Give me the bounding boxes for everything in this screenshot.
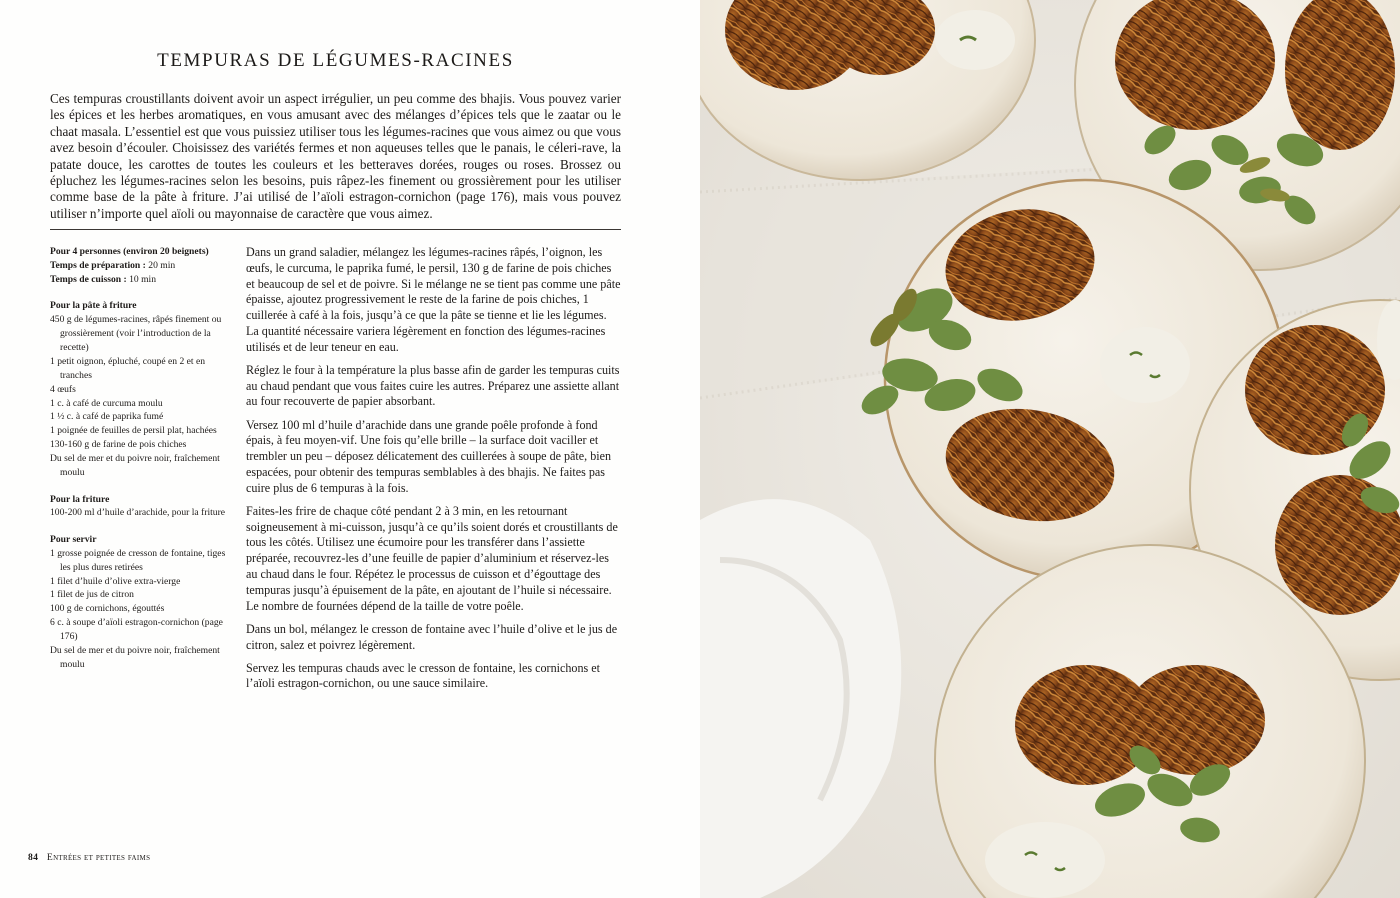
ingredient-item: 6 c. à soupe d’aïoli estragon-cornichon (page 176) bbox=[50, 617, 223, 643]
page-footer bbox=[28, 852, 150, 863]
cook-time: Temps de cuisson : 10 min bbox=[50, 273, 157, 285]
ingredient-item: 450 g de légumes-racines, râpés finement ou grossièrement (voir l’introduction de la recette) bbox=[50, 314, 222, 353]
prep-time: Temps de préparation : 20 min bbox=[50, 259, 176, 271]
method-step: Dans un bol, mélangez le cresson de fontaine avec l’huile d’olive et le jus de citron, salez et poivrez légèrement. bbox=[246, 621, 618, 652]
ingredient-item: 100 g de cornichons, égouttés bbox=[50, 603, 165, 615]
ingredient-item: 1 filet de jus de citron bbox=[50, 589, 134, 601]
ingredient-item: 4 œufs bbox=[50, 383, 76, 395]
aioli-dollop bbox=[985, 822, 1105, 898]
page-number: 84 bbox=[28, 852, 39, 863]
ingredient-item: 1 poignée de feuilles de persil plat, hachées bbox=[50, 425, 217, 437]
section-title: Entrées et petites faims bbox=[46, 852, 151, 863]
ingredient-item: 1 filet d’huile d’olive extra-vierge bbox=[50, 575, 181, 587]
ingredient-item: 1 grosse poignée de cresson de fontaine, tiges les plus dures retirées bbox=[50, 547, 226, 573]
recipe-intro: Ces tempuras croustillants doivent avoir un aspect irrégulier, un peu comme des bhajis. Vous pouvez varier les épices et les herbes aromatiques, en vous amusant avec des mélanges d’épices tels que le zaatar ou le chaat masala. L’essentiel est que vous puissiez utiliser tous les légumes-racines que vous aimez ou que vous avez besoin d’écouler. Choisissez des variétés fermes et non aqueuses telles que le panais, le céleri-rave, la patate douce, les carottes de toutes les couleurs et les betteraves dorées, rouges ou roses. Brossez ou épluchez les légumes-racines selon les besoins, puis râpez-les finement ou grossièrement pour les utiliser comme base de la pâte à friture. J’ai utilisé de l’aïoli estragon-cornichon (page 176), mais vous pouvez utiliser n’importe quel aïoli ou mayonnaise de caractère que vous aimez. bbox=[50, 91, 621, 221]
method-step: Dans un grand saladier, mélangez les légumes-racines râpés, l’oignon, les œufs, le curcuma, le paprika fumé, le persil, 130 g de farine de pois chiches et beaucoup de sel et de poivre. Si le mélange ne se tient pas comme une pâte épaisse, ajoutez progressivement le reste de la farine de pois chiches, 1 cuillerée à café à la fois, jusqu’à ce que la pâte se tienne et lie les légumes. La quantité nécessaire variera légèrement en fonction des légumes-racines utilisés et de leur teneur en eau. bbox=[246, 245, 621, 354]
ingredient-item: Du sel de mer et du poivre noir, fraîchement moulu bbox=[50, 645, 220, 670]
method-column bbox=[246, 245, 621, 700]
ingredient-item: 1 c. à café de curcuma moulu bbox=[50, 397, 163, 409]
batter-list bbox=[50, 313, 235, 480]
ingredient-item: 1 petit oignon, épluché, coupé en 2 et en tranches bbox=[50, 355, 206, 381]
method-step: Réglez le four à la température la plus basse afin de garder les tempuras cuits au chaud pendant que vous faites cuire les autres. Préparez une assiette allant au four recouverte de papier absorbant. bbox=[246, 362, 620, 409]
food-photo-illustration bbox=[700, 0, 1400, 898]
ingredient-item: 130-160 g de farine de pois chiches bbox=[50, 439, 187, 451]
ingredient-item: 100-200 ml d’huile d’arachide, pour la friture bbox=[50, 507, 226, 519]
ingredients-column bbox=[50, 245, 235, 672]
frying-heading: Pour la friture bbox=[50, 493, 110, 505]
serving-heading: Pour servir bbox=[50, 533, 97, 545]
frying-list bbox=[50, 506, 235, 520]
section-divider bbox=[50, 229, 621, 230]
method-step: Servez les tempuras chauds avec le cresson de fontaine, les cornichons et l’aïoli estragon-cornichon, ou une sauce similaire. bbox=[246, 660, 600, 691]
batter-heading: Pour la pâte à friture bbox=[50, 300, 137, 312]
food-photo bbox=[700, 0, 1400, 898]
servings: Pour 4 personnes (environ 20 beignets) bbox=[50, 246, 209, 257]
ingredient-item: 1 ½ c. à café de paprika fumé bbox=[50, 411, 164, 423]
aioli-dollop bbox=[1100, 327, 1190, 403]
recipe-title: TEMPURAS DE LÉGUMES-RACINES bbox=[157, 50, 514, 71]
ingredient-item: Du sel de mer et du poivre noir, fraîchement moulu bbox=[50, 453, 220, 479]
serving-list bbox=[50, 547, 235, 672]
method-step: Versez 100 ml d’huile d’arachide dans une grande poêle profonde à fond épais, à feu moyen-vif. Une fois qu’elle brille – la surface doit vaciller et trembler un peu – déposez délicatement des cuillerées à soupe de pâte, bien espacées, pour obtenir des tempuras semblables à des bhajis. Ne faites pas cuire plus de 6 tempuras à la fois. bbox=[246, 417, 612, 495]
method-step: Faites-les frire de chaque côté pendant 2 à 3 min, en les retournant soigneusement à mi-cuisson, jusqu’à ce qu’ils soient dorés et croustillants de tous les côtés. Utilisez une écumoire pour les transférer dans l’assiette préparée, recouvrez-les d’une feuille de papier d’aluminium et réservez-les au chaud dans le four. Répétez le processus de cuisson et d’égouttage des tempuras jusqu’à épuisement de la pâte, en ajoutant de l’huile si nécessaire. Le nombre de fournées dépend de la taille de votre poêle. bbox=[246, 503, 618, 613]
